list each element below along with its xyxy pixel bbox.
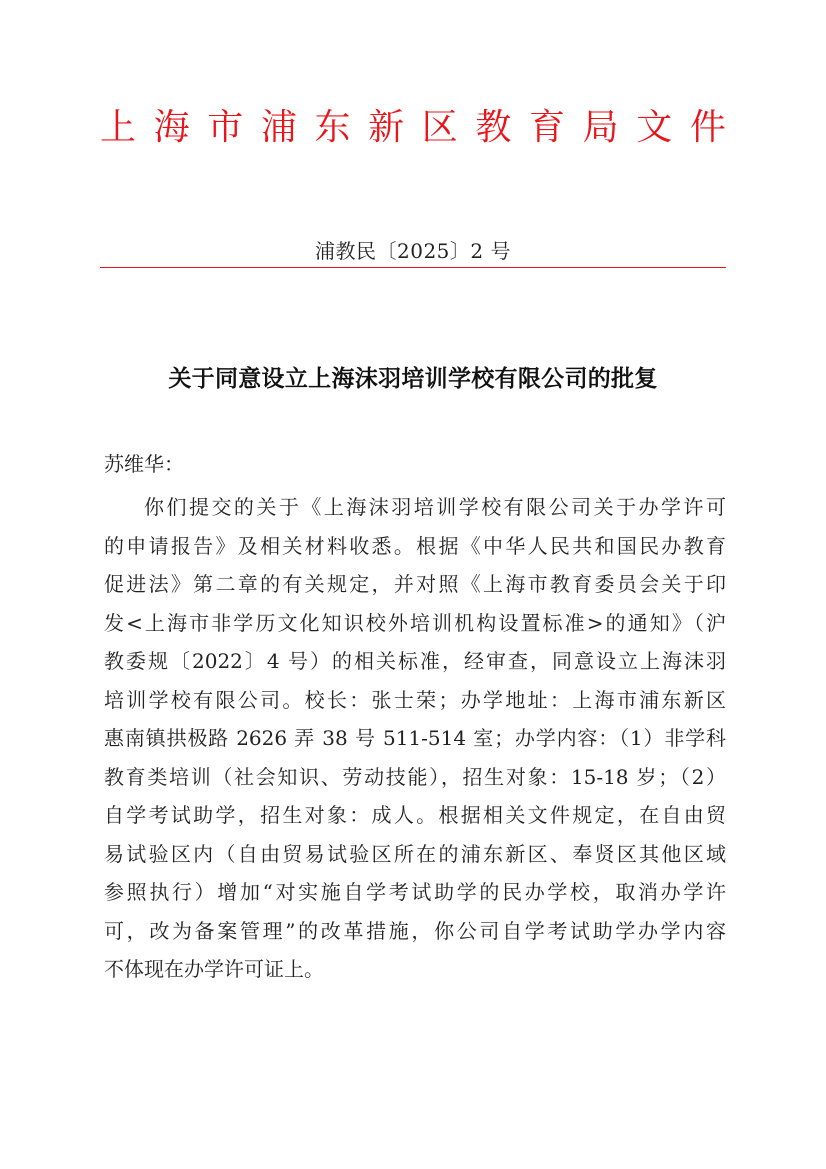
body-paragraph bbox=[104, 488, 726, 989]
body-line: 惠南镇拱极路 2626 弄 38 号 511-514 室；办学内容：（1）非学科 bbox=[104, 726, 726, 750]
header-char: 市 bbox=[207, 106, 244, 148]
header-char: 件 bbox=[689, 106, 726, 148]
header-char: 浦 bbox=[260, 106, 297, 148]
body-line: 发<上海市非学历文化知识校外培训机构设置标准>的通知》（沪 bbox=[104, 610, 726, 635]
body-line: 促进法》第二章的有关规定，并对照《上海市教育委员会关于印 bbox=[104, 572, 726, 596]
document-number: 浦教民〔2025〕2 号 bbox=[315, 239, 511, 263]
body-line: 易试验区内（自由贸易试验区所在的浦东新区、奉贤区其他区域 bbox=[104, 841, 726, 866]
header-char: 新 bbox=[368, 106, 405, 148]
header-char: 文 bbox=[636, 106, 673, 148]
body-line: 教委规〔2022〕4 号）的相关标准，经审查，同意设立上海沫羽 bbox=[104, 649, 726, 673]
body-line: 培训学校有限公司。校长：张士荣；办学地址：上海市浦东新区 bbox=[104, 687, 726, 712]
body-line: 参照执行）增加“对实施自学考试助学的民办学校，取消办学许 bbox=[104, 880, 726, 904]
body-line: 自学考试助学，招生对象：成人。根据相关文件规定，在自由贸 bbox=[104, 803, 726, 827]
header-char: 教 bbox=[475, 106, 512, 148]
header-char: 育 bbox=[529, 106, 566, 148]
issuing-authority-header bbox=[100, 96, 726, 152]
header-char: 海 bbox=[153, 106, 190, 148]
header-char: 局 bbox=[582, 106, 619, 148]
header-char: 东 bbox=[314, 106, 351, 148]
body-line: 你们提交的关于《上海沫羽培训学校有限公司关于办学许可 bbox=[144, 495, 726, 519]
body-line: 不体现在办学许可证上。 bbox=[104, 957, 324, 981]
red-separator-line bbox=[100, 267, 726, 268]
header-char: 区 bbox=[421, 106, 458, 148]
body-line: 的申请报告》及相关材料收悉。根据《中华人民共和国民办教育 bbox=[104, 533, 726, 558]
document-title: 关于同意设立上海沫羽培训学校有限公司的批复 bbox=[168, 365, 658, 392]
header-char: 上 bbox=[100, 106, 137, 148]
salutation: 苏维华： bbox=[104, 452, 184, 476]
body-line: 可，改为备案管理”的改革措施，你公司自学考试助学办学内容 bbox=[104, 918, 726, 943]
body-line: 教育类培训（社会知识、劳动技能），招生对象：15-18 岁；（2） bbox=[104, 764, 726, 789]
